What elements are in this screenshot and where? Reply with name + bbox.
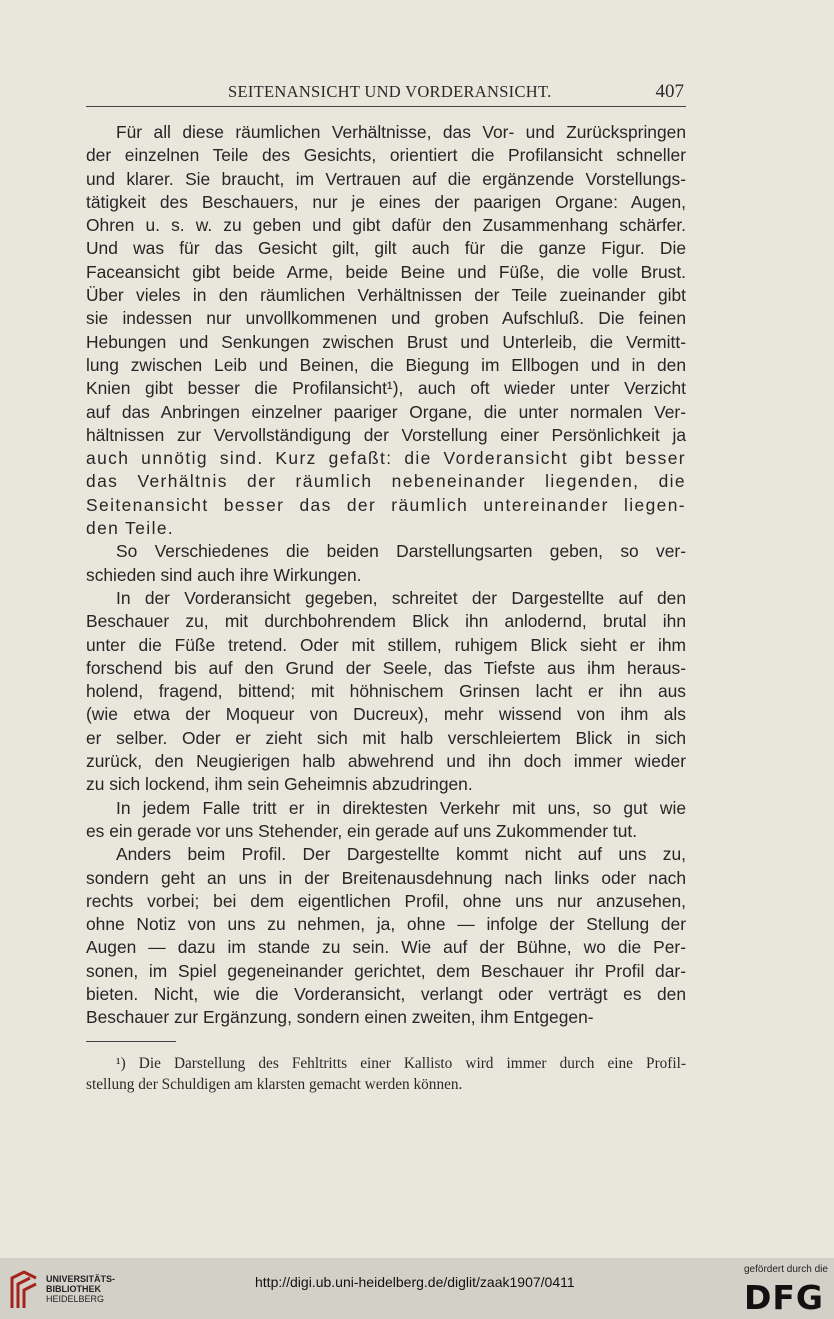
body-line: Beschauer zur Ergänzung, sondern einen zweiten, ihm Entgegen- [86,1007,594,1028]
body-line: So Verschiedenes die beiden Darstellungsarten geben, so ver- [116,541,686,562]
body-line: der einzelnen Teile des Gesichts, orientiert die Profilansicht schneller [86,145,686,166]
body-line: Für all diese räumlichen Verhältnisse, das Vor- und Zurückspringen [116,122,686,142]
body-line: auch unnötig sind. Kurz gefaßt: die Vorderansicht gibt besser [86,448,686,469]
body-line: es ein gerade vor uns Stehender, ein gerade auf uns Zukommender tut. [86,820,638,841]
body-line: und klarer. Sie braucht, im Vertrauen auf die ergänzende Vorstellungs- [86,168,686,189]
body-line: schieden sind auch ihre Wirkungen. [86,564,362,585]
body-line: Anders beim Profil. Der Dargestellte kommt nicht auf uns zu, [116,844,686,865]
library-line-1: UNIVERSITÄTS- [46,1274,116,1284]
body-line: Seitenansicht besser das der räumlich untereinander liegen- [86,494,686,515]
library-line-2: BIBLIOTHEK [46,1284,101,1294]
body-line: hältnissen zur Vervollständigung der Vorstellung einer Persönlichkeit ja [86,424,686,445]
body-line: sonen, im Spiel gegeneinander gerichtet, dem Beschauer ihr Profil dar- [86,960,686,981]
running-title: SEITENANSICHT UND VORDERANSICHT. [228,82,552,101]
body-line: er selber. Oder er zieht sich mit halb verschleiertem Blick in sich [86,727,686,748]
running-head [86,78,686,107]
body-text [86,121,686,1030]
body-line: Ohren u. s. w. zu geben und gibt dafür den Zusammenhang schärfer. [86,215,686,236]
body-line: In der Vorderansicht gegeben, schreitet der Dargestellte auf den [116,587,686,608]
body-line: forschend bis auf den Grund der Seele, das Tiefste aus ihm heraus- [86,657,686,678]
body-line: Beschauer zu, mit durchbohrendem Blick ihn anlodernd, brutal ihn [86,611,686,632]
body-line: Knien gibt besser die Profilansicht¹), auch oft wieder unter Verzicht [86,378,686,399]
dfg-logo: DFG [744,1278,825,1317]
body-line: bieten. Nicht, wie die Vorderansicht, verlangt oder verträgt es den [86,983,686,1004]
university-library-logo-icon [8,1268,40,1312]
body-line: das Verhältnis der räumlich nebeneinander liegenden, die [86,471,686,492]
body-line: Hebungen und Senkungen zwischen Brust und Unterleib, die Vermitt- [86,331,686,352]
body-line: Faceansicht gibt beide Arme, beide Beine und Füße, die volle Brust. [86,261,686,282]
footnote-line: stellung der Schuldigen am klarsten gemacht werden können. [86,1076,463,1093]
page-number: 407 [655,81,684,102]
body-line: Und was für das Gesicht gilt, gilt auch für die ganze Figur. Die [86,238,686,259]
body-line: lung zwischen Leib und Beinen, die Biegung im Ellbogen und in den [86,354,686,375]
body-line: (wie etwa der Moqueur von Ducreux), mehr wissend von ihm als [86,704,686,725]
body-line: rechts vorbei; bei dem eigentlichen Profil, ohne uns nur anzusehen, [86,890,686,911]
body-line: zu sich lockend, ihm sein Geheimnis abzudringen. [86,774,473,795]
library-line-3: HEIDELBERG [46,1294,105,1304]
footer-bar [0,1258,834,1319]
body-line: holend, fragend, bittend; mit höhnischem Grinsen lacht er ihn aus [86,681,686,702]
body-line: den Teile. [86,518,175,539]
body-line: auf das Anbringen einzelner paariger Organe, die unter normalen Ver- [86,401,686,422]
library-name [46,1274,115,1304]
body-line: ohne Notiz von uns zu nehmen, ja, ohne — infolge der Stellung der [86,914,686,935]
body-line: Augen — dazu im stande zu sein. Wie auf der Bühne, wo die Per- [86,937,686,958]
footnote-rule [86,1041,176,1042]
body-line: tätigkeit des Beschauers, nur je eines der paarigen Organe: Augen, [86,191,686,212]
body-line: zurück, den Neugierigen halb abwehrend und ihn doch immer wieder [86,751,686,772]
permalink-url[interactable]: http://digi.ub.uni-heidelberg.de/diglit/zaak1907/0411 [255,1274,575,1290]
footnotes [86,1053,686,1095]
body-line: Über vieles in den räumlichen Verhältnissen der Teile zueinander gibt [86,285,686,306]
body-line: sie indessen nur unvollkommenen und groben Aufschluß. Die feinen [86,308,686,329]
body-line: sondern geht an uns in der Breitenausdehnung nach links oder nach [86,867,686,888]
body-line: unter die Füße tretend. Oder mit stillem, ruhigem Blick sieht er ihm [86,634,686,655]
footnote-line: ¹) Die Darstellung des Fehltritts einer Kallisto wird immer durch eine Profil- [116,1055,686,1072]
sponsor-caption: gefördert durch die [744,1264,828,1275]
body-line: In jedem Falle tritt er in direktesten Verkehr mit uns, so gut wie [116,797,686,818]
